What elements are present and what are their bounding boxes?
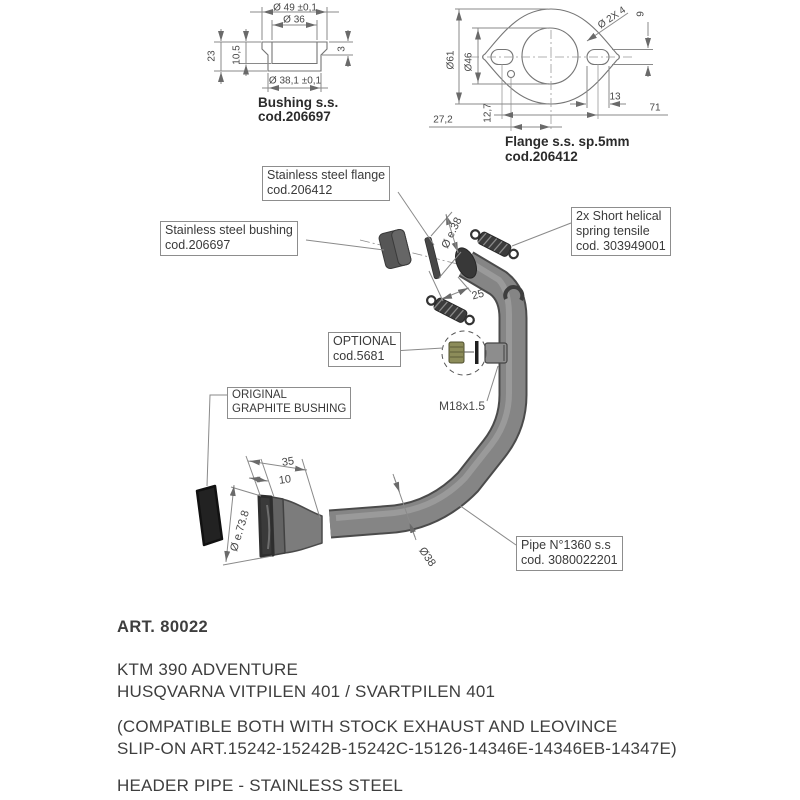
bushing-dim-lip: 3 [336, 46, 348, 52]
article-number: ART. 80022 [117, 618, 209, 636]
pipe-outlet-cone [259, 496, 322, 556]
flange-dim-bolt-holes: Ø 2X 4 [596, 4, 628, 32]
callout-springs-line1: 2x Short helical [576, 209, 662, 223]
header-pipe-illustration [330, 245, 522, 524]
callout-stainless-flange-line2: cod.206412 [267, 182, 333, 197]
flange-dim-small: 12,7 [482, 103, 494, 123]
bushing-dim-top: Ø 49 ±0,1 [273, 2, 317, 14]
bushing-dim-depth: 10,5 [231, 45, 243, 65]
flange-dim-offset: 9 [635, 11, 647, 17]
callout-pipe-line1: Pipe N°1360 s.s [521, 538, 611, 552]
bushing-caption-code: cod.206697 [258, 109, 331, 124]
callout-graphite-bushing [227, 387, 351, 419]
callout-optional-line1: OPTIONAL [333, 334, 397, 348]
dim-band-length: 10 [278, 473, 292, 487]
callout-graphite-line2: GRAPHITE BUSHING [232, 402, 347, 415]
graphite-bushing-illustration [197, 486, 222, 545]
callout-stainless-flange-line1: Stainless steel flange [267, 168, 386, 182]
bushing-dim-bottom: Ø 38,1 ±0,1 [268, 75, 322, 87]
callout-stainless-bushing-line2: cod.206697 [165, 237, 231, 252]
flange-dim-hole: Ø46 [463, 52, 475, 72]
compatibility-line-2: SLIP-ON ART.15242-15242B-15242C-15126-14346E-14346EB-14347E) [117, 739, 677, 758]
bushing-dim-bore: Ø 36 [283, 14, 305, 26]
flange-dim-left: 27,2 [433, 114, 453, 126]
callout-stainless-bushing [160, 221, 298, 256]
callout-springs [571, 207, 671, 256]
model-line-2: HUSQVARNA VITPILEN 401 / SVARTPILEN 401 [117, 682, 496, 701]
flange-dim-span: 71 [649, 102, 661, 114]
callout-stainless-flange [262, 166, 390, 201]
dim-cone-length: 35 [281, 455, 295, 469]
dim-gap: 25 [470, 287, 486, 303]
model-line-1: KTM 390 ADVENTURE [117, 660, 299, 679]
sensor-thread-label: M18x1.5 [438, 399, 486, 413]
callout-optional [328, 332, 401, 367]
o2-sensor-boss [485, 343, 507, 363]
flange-caption-code: cod.206412 [505, 149, 578, 164]
bushing-section-drawing [262, 42, 327, 71]
exploded-axis-centerline [360, 240, 470, 267]
product-name: HEADER PIPE - STAINLESS STEEL [117, 776, 404, 795]
flange-caption-name: Flange s.s. sp.5mm [505, 134, 630, 149]
callout-springs-line2: spring tensile [576, 223, 650, 238]
dim-pipe-diameter: Ø38 [416, 545, 438, 569]
callout-pipe [516, 536, 623, 571]
flange-dim-slot: 13 [609, 91, 621, 103]
dim-outlet-diameter: Ø e.73.8 [228, 509, 252, 553]
bushing-caption-name: Bushing s.s. [258, 95, 339, 110]
optional-sensor-plug [442, 331, 486, 375]
callout-stainless-bushing-line1: Stainless steel bushing [165, 223, 293, 237]
bushing-dim-height: 23 [206, 50, 218, 62]
callout-optional-line2: cod.5681 [333, 348, 385, 363]
flange-dim-outer: Ø61 [445, 50, 457, 70]
bushing-illustration [378, 228, 412, 269]
dim-flange-diameter: Ø e.38 [439, 215, 465, 251]
compatibility-line-1: (COMPATIBLE BOTH WITH STOCK EXHAUST AND LEOVINCE [117, 717, 618, 736]
callout-springs-line3: cod. 303949001 [576, 238, 666, 253]
callout-graphite-line1: ORIGINAL [232, 389, 287, 401]
callout-pipe-line2: cod. 3080022201 [521, 552, 618, 567]
